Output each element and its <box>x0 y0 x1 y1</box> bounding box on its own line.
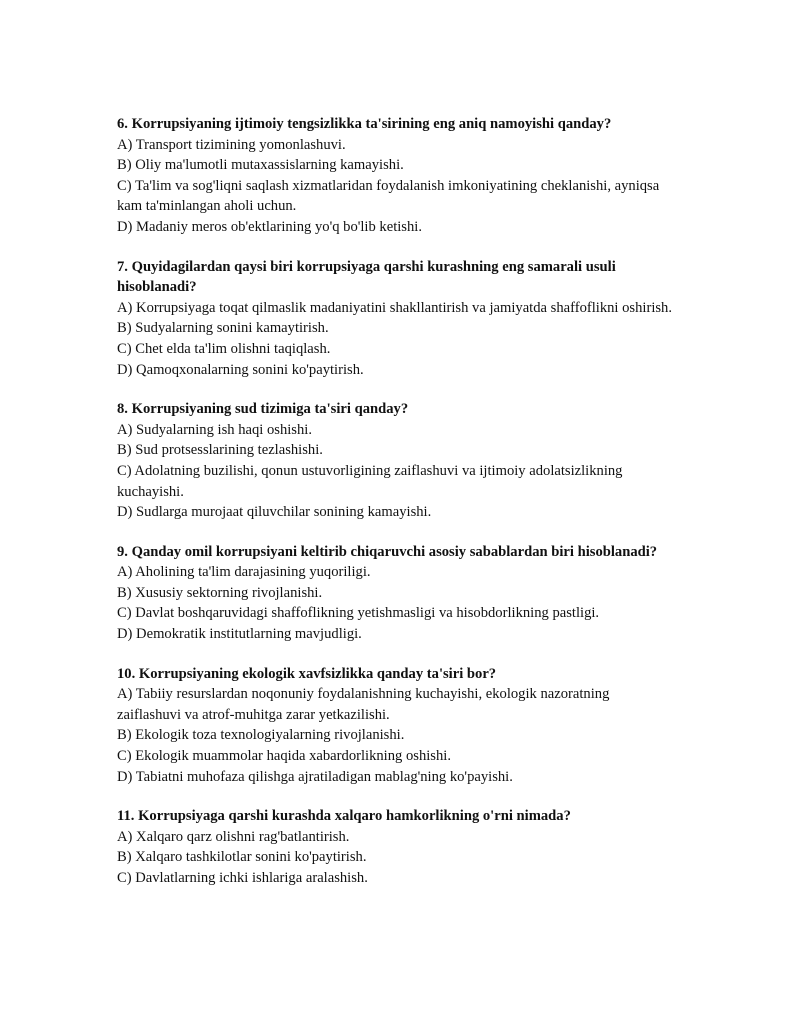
document-page <box>117 114 677 908</box>
question-title: 7. Quyidagilardan qaysi biri korrupsiyaga qarshi kurashning eng samarali usuli hisoblanadi? <box>117 258 616 296</box>
question-7 <box>117 257 677 381</box>
answer-option-d: D) Demokratik institutlarning mavjudligi. <box>117 626 362 643</box>
answer-option-b: B) Sud protsesslarining tezlashishi. <box>117 442 323 459</box>
answer-option-c: C) Davlat boshqaruvidagi shaffoflikning yetishmasligi va hisobdorlikning pastligi. <box>117 605 600 622</box>
question-8 <box>117 399 677 523</box>
answer-option-b: B) Xususiy sektorning rivojlanishi. <box>117 584 323 601</box>
answer-option-c: C) Chet elda ta'lim olishni taqiqlash. <box>117 340 331 357</box>
answer-option-d: D) Madaniy meros ob'ektlarining yo'q bo'lib ketishi. <box>117 218 422 235</box>
answer-option-c: C) Davlatlarning ichki ishlariga aralashish. <box>117 870 368 886</box>
answer-option-a: A) Tabiiy resurslardan noqonuniy foydalanishning kuchayishi, ekologik nazoratning zaiflashuvi va atrof-muhitga zarar yetkazilishi. <box>117 686 610 723</box>
answer-option-d: D) Sudlarga murojaat qiluvchilar sonining kamayishi. <box>117 504 432 521</box>
answer-option-d: D) Tabiatni muhofaza qilishga ajratiladigan mablag'ning ko'payishi. <box>117 768 513 785</box>
answer-option-c: C) Adolatning buzilishi, qonun ustuvorligining zaiflashuvi va ijtimoiy adolatsizlikning kuchayishi. <box>117 462 623 500</box>
answer-option-a: A) Sudyalarning ish haqi oshishi. <box>117 421 312 438</box>
answer-option-a: A) Korrupsiyaga toqat qilmaslik madaniyatini shakllantirish va jamiyatda shaffoflikni oshirish. <box>117 299 672 316</box>
question-6 <box>117 114 677 238</box>
question-title: 8. Korrupsiyaning sud tizimiga ta'siri qanday? <box>117 401 409 418</box>
question-9 <box>117 542 677 645</box>
answer-option-b: B) Oliy ma'lumotli mutaxassislarning kamayishi. <box>117 157 404 174</box>
answer-option-b: B) Sudyalarning sonini kamaytirish. <box>117 320 329 337</box>
answer-option-c: C) Ta'lim va sog'liqni saqlash xizmatlaridan foydalanish imkoniyatining cheklanishi, ayniqsa kam ta'minlangan aholi uchun. <box>117 177 660 215</box>
question-title: 11. Korrupsiyaga qarshi kurashda xalqaro hamkorlikning o'rni nimada? <box>117 808 571 825</box>
question-title: 6. Korrupsiyaning ijtimoiy tengsizlikka ta'sirining eng aniq namoyishi qanday? <box>117 116 612 132</box>
question-10 <box>117 664 677 788</box>
question-title: 10. Korrupsiyaning ekologik xavfsizlikka qanday ta'siri bor? <box>117 665 497 682</box>
answer-option-a: A) Transport tizimining yomonlashuvi. <box>117 136 346 153</box>
answer-option-d: D) Qamoqxonalarning sonini ko'paytirish. <box>117 361 364 378</box>
answer-option-b: B) Ekologik toza texnologiyalarning rivojlanishi. <box>117 727 405 744</box>
answer-option-c: C) Ekologik muammolar haqida xabardorlikning oshishi. <box>117 748 451 765</box>
answer-option-a: A) Aholining ta'lim darajasining yuqoriligi. <box>117 564 371 581</box>
answer-option-b: B) Xalqaro tashkilotlar sonini ko'paytirish. <box>117 849 367 866</box>
question-title: 9. Qanday omil korrupsiyani keltirib chiqaruvchi asosiy sabablardan biri hisoblanadi? <box>117 543 658 560</box>
question-11 <box>117 806 677 888</box>
answer-option-a: A) Xalqaro qarz olishni rag'batlantirish. <box>117 828 350 845</box>
